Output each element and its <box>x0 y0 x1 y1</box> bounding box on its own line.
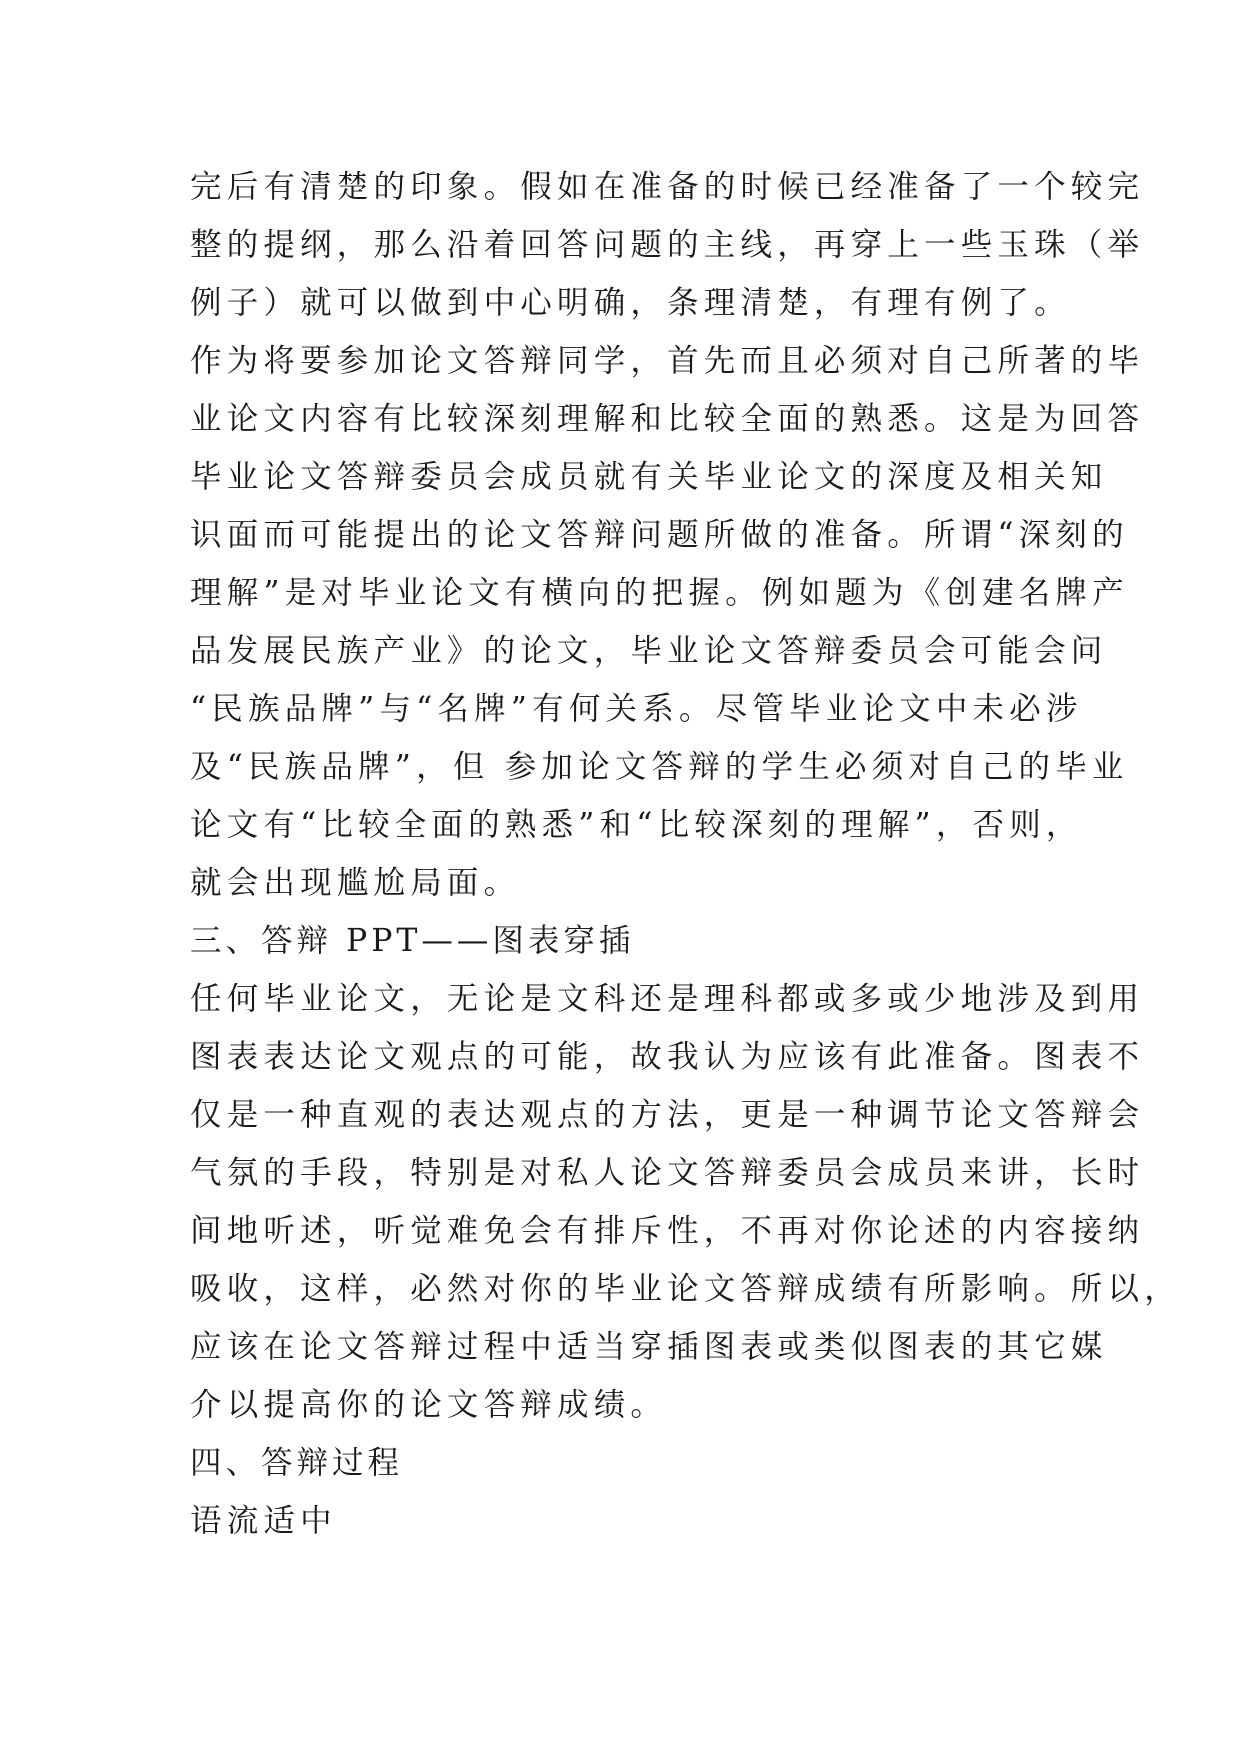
text-line: 应该在论文答辩过程中适当穿插图表或类似图表的其它媒 <box>190 1329 1108 1365</box>
text-line: “民族品牌”与“名牌”有何关系。尽管毕业论文中未必涉 <box>190 691 1083 727</box>
subsection-heading: 语流适中 <box>190 1503 337 1539</box>
text-line: 图表表达论文观点的可能，故我认为应该有此准备。图表不 <box>190 1039 1145 1075</box>
text-line: 气氛的手段，特别是对私人论文答辩委员会成员来讲，长时 <box>190 1155 1145 1191</box>
text-line: 理解”是对毕业论文有横向的把握。例如题为《创建名牌产 <box>190 575 1129 611</box>
text-line: 品发展民族产业》的论文，毕业论文答辩委员会可能会问 <box>190 633 1108 669</box>
text-line: 毕业论文答辩委员会成员就有关毕业论文的深度及相关知 <box>190 459 1108 495</box>
section-heading: 三、答辩 PPT——图表穿插 <box>190 923 635 959</box>
text-line: 例子）就可以做到中心明确，条理清楚，有理有例了。 <box>190 285 1071 321</box>
text-line: 及“民族品牌”，但 参加论文答辩的学生必须对自己的毕业 <box>190 749 1129 785</box>
text-line: 介以提高你的论文答辩成绩。 <box>190 1387 668 1423</box>
text-line: 吸收，这样，必然对你的毕业论文答辩成绩有所影响。所以， <box>190 1271 1181 1307</box>
text-line: 间地听述，听觉难免会有排斥性，不再对你论述的内容接纳 <box>190 1213 1145 1249</box>
text-line: 整的提纲，那么沿着回答问题的主线，再穿上一些玉珠（举 <box>190 227 1145 263</box>
text-line: 任何毕业论文，无论是文科还是理科都或多或少地涉及到用 <box>190 981 1145 1017</box>
text-line: 就会出现尴尬局面。 <box>190 865 521 901</box>
section-heading: 四、答辩过程 <box>190 1445 404 1481</box>
text-line: 完后有清楚的印象。假如在准备的时候已经准备了一个较完 <box>190 169 1145 205</box>
text-line: 识面而可能提出的论文答辩问题所做的准备。所谓“深刻的 <box>190 517 1129 553</box>
text-line: 业论文内容有比较深刻理解和比较全面的熟悉。这是为回答 <box>190 401 1145 437</box>
text-line: 作为将要参加论文答辩同学，首先而且必须对自己所著的毕 <box>190 343 1145 379</box>
text-line: 仅是一种直观的表达观点的方法，更是一种调节论文答辩会 <box>190 1097 1145 1133</box>
text-line: 论文有“比较全面的熟悉”和“比较深刻的理解”，否则， <box>190 807 1083 843</box>
document-body <box>190 158 1181 1550</box>
